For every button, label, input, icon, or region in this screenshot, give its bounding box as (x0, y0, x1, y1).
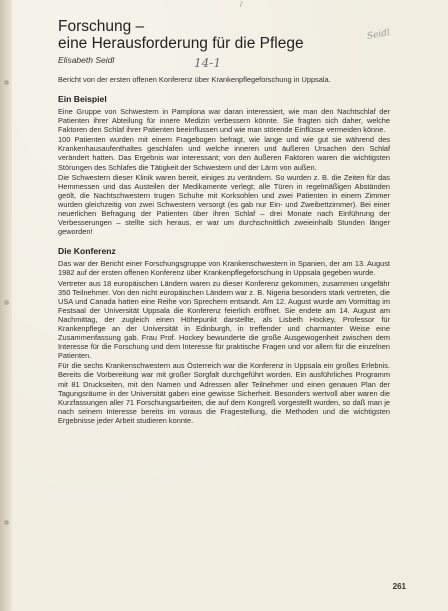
title-line-2: eine Herausforderung für die Pflege (58, 35, 304, 52)
binding-edge (0, 0, 12, 611)
binding-hole (4, 80, 9, 85)
binding-hole (4, 520, 9, 525)
paragraph: Das war der Bericht einer Forschungsgruppe von Krankenschwestern in Spanien, der am 13. August 1982 auf der ersten offenen Konferenz über Krankenpflegeforschung in Uppsala gegeben wurde. (58, 259, 390, 278)
paragraph: Für die sechs Krankenschwestern aus Österreich war die Konferenz in Uppsala ein großes Erlebnis. Bereits die Vorbereitung war mit großer Sorgfalt durchgeführt worden. Ein ausführliches Programm mit 81 Druckseiten, mit den Namen und Adressen aller Teilnehmer und einen genauen Plan der Tagungsräume in der Universität gaben eine gewisse Sicherheit. Besonders wertvoll aber waren die Kurzfassungen aller 71 Forschungsarbeiten, die auf dem Kongreß vorgestellt wurden, so daß man je nach seinem Interesse bereits im voraus die Fragestellung, die Methoden und die wichtigsten Ergebnisse jeder Arbeit studieren konnte. (58, 361, 390, 425)
handwritten-note: 14-1 (194, 56, 221, 70)
title-line-1: Forschung – (58, 18, 145, 35)
author: Elisabeth Seidl (58, 55, 115, 65)
top-mark: / (240, 0, 243, 9)
binding-hole (4, 300, 9, 305)
paragraph: 100 Patienten wurden mit einem Fragebogen befragt, wie lange und wie gut sie während des Krankenhausaufenthaltes geschlafen und welche inneren und äußeren Ursachen den Schlaf verändert hatten. Das Ergebnis war interessant; von den äußeren Faktoren waren die wichtigsten Störungen des Schlafes die Tätigkeit der Schwestern und der Lärm von außen. (58, 135, 390, 172)
section-heading: Ein Beispiel (58, 94, 107, 104)
page-number: 261 (392, 582, 406, 591)
paragraph: Vertreter aus 18 europäischen Ländern waren zu dieser Konferenz gekommen, zusammen ungefähr 350 Teilnehmer. Von den nicht europäischen Ländern war z. B. Nigeria besonders stark vertreten, die USA und Canada hatten eine Reihe von Sprechern entsandt. Am 12. August wurde am Vormittag im Festsaal der Universität Uppsala die Konferenz feierlich eröffnet. Sie endete am 14. August am Nachmittag, der zugleich einen Höhepunkt darstellte, als Lisbeth Hockey, Professor für Krankenpflege an der Universität in Edinburgh, in treffender und charmanter Weise eine Zusammenfassung gab. Frau Prof. Hockey bewunderte die große Ausgewogenheit zwischen dem Interesse für die Forschung und dem Interesse für praktische Fragen und vor allem für die einzelnen Patienten. (58, 278, 390, 361)
section-heading: Die Konferenz (58, 246, 116, 257)
intro-paragraph: Bericht von der ersten offenen Konferenz über Krankenpflegeforschung in Uppsala. (58, 75, 331, 84)
article-title (58, 18, 390, 52)
stamp: Seidl (366, 28, 391, 42)
paragraph: Eine Gruppe von Schwestern in Pamplona war daran interessiert, wie man den Nachtschlaf der Patienten ihrer Abteilung für innere Medizin verbessern könnte. Sie fragten sich daher, welche Faktoren den Schlaf ihrer Patienten beeinflussen und wie man störende Einflüsse vermeiden könne. (58, 107, 390, 135)
article (58, 18, 390, 426)
paragraph: Die Schwestern dieser Klinik waren bereit, einiges zu verändern. So wurden z. B. die Zeiten für das Hemmessen und das Austeilen der Medikamente verlegt; alle Türen in regelmäßigen Abständen geölt, die Nachtschwestern trugen Schuhe mit Korksohlen und zwei Patienten in einem Zimmer wurden gleichzeitig von zwei Schwestern versorgt (es gab nur Ein- und Zweibettzimmer). Bei einer neuerlichen Befragung der Patienten über ihren Schlaf – drei Monate nach Einführung der Verbesserungen – stellte sich heraus, er war um durchschnittlich zweieinhalb Stunden länger geworden! (58, 172, 390, 237)
